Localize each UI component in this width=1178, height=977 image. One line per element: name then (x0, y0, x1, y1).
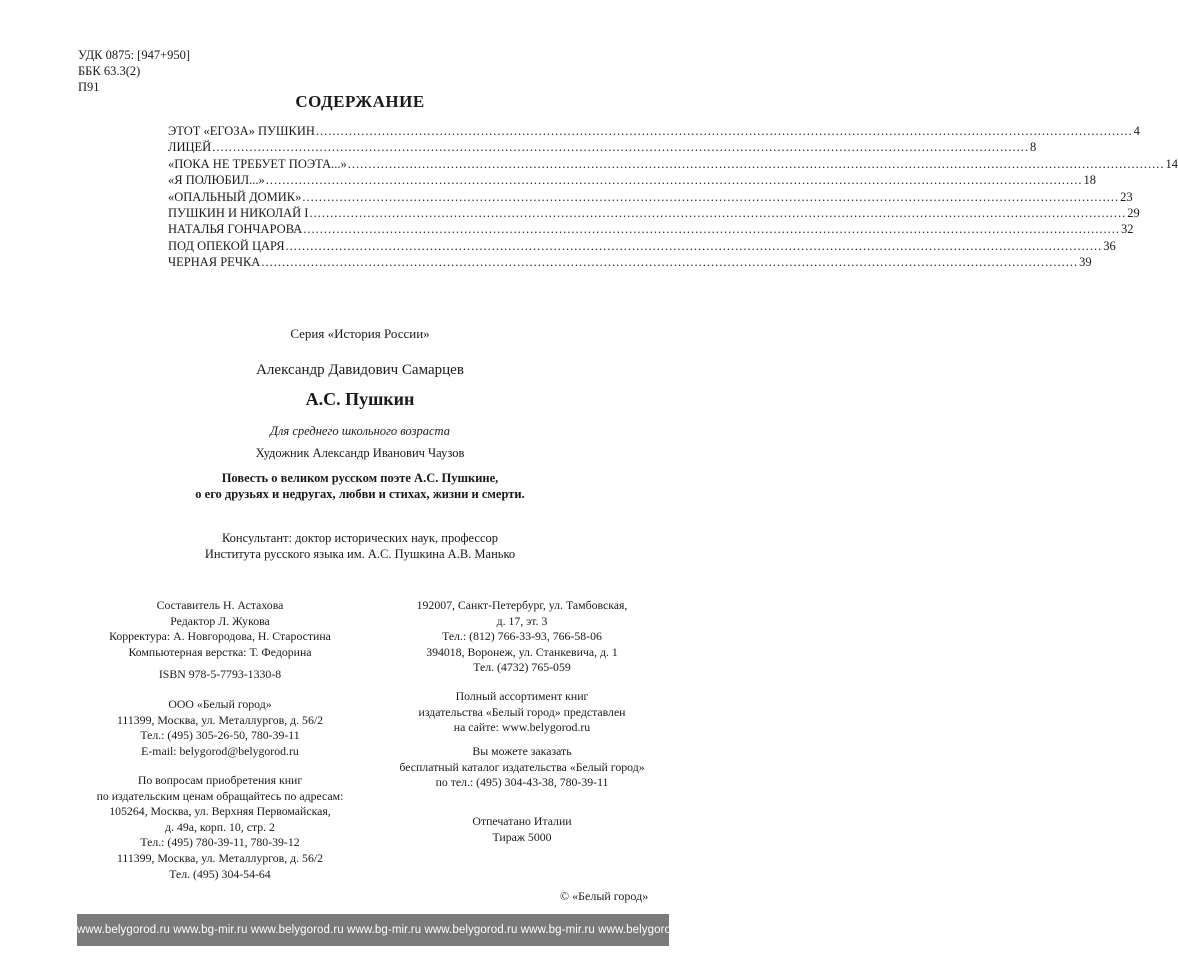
sales-info (70, 773, 370, 882)
sales-line: По вопросам приобретения книг (137, 773, 303, 787)
toc-leader (348, 157, 1165, 172)
print-line: Тираж 5000 (492, 829, 552, 844)
toc-entry (168, 124, 1140, 140)
sales-line: Тел. (495) 304-54-64 (169, 866, 271, 881)
toc-entry-page: 18 (1083, 173, 1097, 188)
artist-credit: Художник Александр Иванович Чаузов (255, 446, 465, 460)
annotation (0, 470, 720, 502)
sales-line: по издательским ценам обращайтесь по адресам: (96, 788, 344, 803)
toc-leader (303, 222, 1120, 237)
toc-entry (168, 238, 1116, 255)
consultant-line: Консультант: доктор исторических наук, профессор (221, 531, 499, 545)
toc-entry-page: 39 (1079, 255, 1092, 270)
catalog-line: по тел.: (495) 304-43-38, 780-39-11 (435, 775, 609, 790)
toc-entry-page: 32 (1121, 222, 1134, 237)
website-footer-band: www.belygorod.ru www.bg-mir.ru www.belygorod.ru www.bg-mir.ru www.belygorod.ru www.bg-mir.ru www.belygorod.ru www.bg-mir.ru (77, 914, 669, 946)
toc-leader (286, 239, 1103, 254)
toc-entry-title: «Я ПОЛЮБИЛ...» (168, 173, 265, 188)
isbn: ISBN 978-5-7793-1330-8 (158, 667, 282, 681)
toc-entry-title: ЛИЦЕЙ (168, 140, 212, 155)
toc-entry-page: 36 (1103, 238, 1116, 253)
author-sign: П91 (78, 80, 100, 94)
toc-entry (168, 222, 1134, 238)
staff-line: Корректура: А. Новгородова, Н. Старостина (109, 629, 331, 644)
consultant-line: Института русского языка им. А.С. Пушкина А.В. Манько (204, 547, 516, 561)
branch-line: 394018, Воронеж, ул. Станкевича, д. 1 (426, 644, 618, 659)
catalog-line: Вы можете заказать (472, 744, 572, 758)
publisher-info (70, 697, 370, 759)
assortment-line: Полный ассортимент книг (455, 689, 589, 703)
catalog-line: бесплатный каталог издательства «Белый город» (399, 759, 645, 774)
toc-entry-title: ЧЕРНАЯ РЕЧКА (168, 255, 261, 270)
sales-line: 105264, Москва, ул. Верхняя Первомайская, (109, 804, 331, 819)
toc-leader (261, 255, 1078, 270)
sales-line: д. 49а, корп. 10, стр. 2 (165, 819, 275, 834)
toc-entry-title: ПОД ОПЕКОЙ ЦАРЯ (168, 238, 285, 253)
udk-code: УДК 0875: [947+950] (78, 48, 191, 62)
print-line: Отпечатано Италии (472, 814, 572, 828)
publisher-line: E-mail: belygorod@belygorod.ru (141, 743, 299, 758)
print-info (372, 814, 672, 845)
toc-entry-title: НАТАЛЬЯ ГОНЧАРОВА (168, 222, 303, 237)
toc-entry-page: 14 (1165, 156, 1178, 171)
sales-line: 111399, Москва, ул. Металлургов, д. 56/2 (116, 850, 324, 865)
toc-entry (168, 189, 1133, 206)
toc-leader (302, 190, 1119, 205)
toc-leader (316, 124, 1133, 139)
toc-entry-title: ПУШКИН И НИКОЛАЙ I (168, 205, 309, 220)
sales-line: Тел.: (495) 780-39-11, 780-39-12 (140, 835, 300, 850)
toc-title: СОДЕРЖАНИЕ (295, 92, 425, 111)
toc-entry-page: 23 (1120, 189, 1133, 204)
annotation-line: о его друзьях и недругах, любви и стихах, жизни и смерти. (195, 487, 525, 501)
toc-leader (266, 173, 1083, 188)
toc-entry-title: «ПОКА НЕ ТРЕБУЕТ ПОЭТА...» (168, 156, 347, 171)
staff-line: Редактор Л. Жукова (170, 613, 270, 628)
branch-info (372, 598, 672, 676)
staff-line: Составитель Н. Астахова (156, 598, 284, 612)
assortment-info (372, 689, 672, 736)
bbk-code: ББК 63.3(2) (78, 64, 141, 78)
staff-credits (70, 598, 370, 660)
branch-line: Тел. (4732) 765-059 (473, 660, 571, 675)
branch-line: Тел.: (812) 766-33-93, 766-58-06 (442, 629, 602, 644)
toc-entry-title: «ОПАЛЬНЫЙ ДОМИК» (168, 189, 302, 204)
series-name: Серия «История России» (290, 326, 430, 341)
toc-leader (309, 206, 1126, 221)
publisher-line: 111399, Москва, ул. Металлургов, д. 56/2 (116, 712, 324, 727)
book-title: А.С. Пушкин (305, 389, 415, 409)
toc-entry (168, 173, 1097, 189)
table-of-contents (168, 124, 1178, 272)
author-name: Александр Давидович Самарцев (256, 362, 464, 378)
toc-entry (168, 255, 1092, 271)
consultant-credit (0, 530, 720, 562)
toc-entry-page: 8 (1029, 140, 1037, 155)
staff-line: Компьютерная верстка: Т. Федорина (128, 644, 312, 659)
toc-entry-page: 29 (1127, 205, 1140, 220)
toc-entry (168, 140, 1037, 156)
assortment-line: на сайте: www.belygorod.ru (453, 720, 591, 735)
audience-note: Для среднего школьного возраста (270, 424, 450, 438)
assortment-line: издательства «Белый город» представлен (418, 704, 626, 719)
toc-entry (168, 156, 1178, 173)
branch-line: 192007, Санкт-Петербург, ул. Тамбовская, (416, 598, 628, 612)
toc-entry-title: ЭТОТ «ЕГОЗА» ПУШКИН (168, 124, 315, 138)
library-codes (78, 47, 190, 95)
publisher-line: Тел.: (495) 305-26-50, 780-39-11 (140, 728, 300, 743)
toc-entry-page: 4 (1133, 124, 1140, 138)
toc-leader (212, 140, 1029, 155)
publisher-line: ООО «Белый город» (168, 697, 272, 711)
branch-line: д. 17, эт. 3 (496, 613, 548, 628)
annotation-line: Повесть о великом русском поэте А.С. Пушкине, (221, 471, 499, 485)
catalog-info (372, 744, 672, 791)
toc-entry (168, 205, 1140, 222)
copyright-note: © «Белый город» (560, 889, 649, 903)
